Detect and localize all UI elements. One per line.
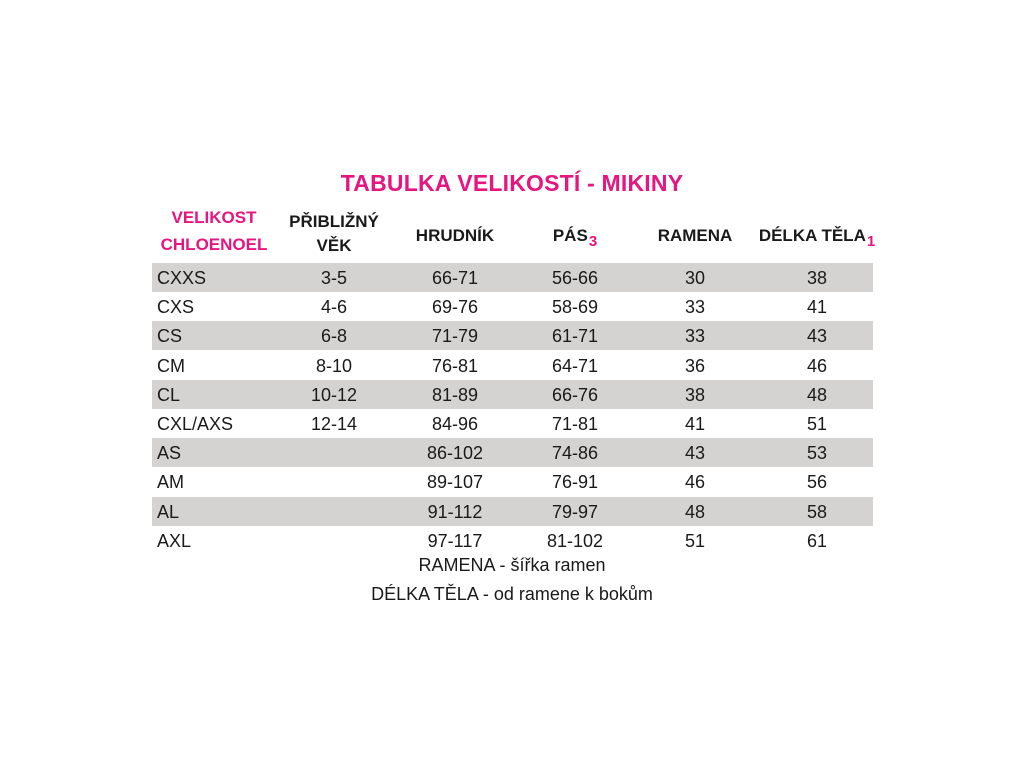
cell-length: 53 bbox=[806, 443, 828, 464]
cell-age: 10-12 bbox=[310, 384, 358, 405]
table-row bbox=[152, 438, 873, 467]
cell-size: CM bbox=[157, 355, 185, 376]
cell-length: 56 bbox=[806, 472, 828, 493]
cell-age: 4-6 bbox=[320, 297, 347, 318]
cell-shoulders: 33 bbox=[684, 297, 706, 318]
cell-age: 3-5 bbox=[320, 268, 347, 288]
cell-size: CS bbox=[157, 326, 183, 347]
cell-shoulders: 43 bbox=[684, 443, 706, 464]
cell-waist: 64-71 bbox=[551, 355, 599, 376]
header-age-line1: PŘIBLIŽNÝ bbox=[289, 212, 379, 231]
table-row bbox=[152, 497, 873, 526]
table-row bbox=[152, 321, 873, 350]
cell-waist: 74-86 bbox=[551, 443, 599, 464]
cell-shoulders: 38 bbox=[684, 384, 706, 405]
header-body-length-footnote: 1 bbox=[866, 233, 876, 250]
header-shoulders: RAMENA bbox=[657, 226, 733, 245]
cell-length: 46 bbox=[806, 355, 828, 376]
cell-size: AL bbox=[157, 501, 180, 522]
cell-length: 51 bbox=[806, 414, 828, 434]
table-row bbox=[152, 351, 873, 380]
cell-chest: 69-76 bbox=[431, 297, 479, 318]
cell-waist: 56-66 bbox=[551, 268, 599, 288]
cell-size: CL bbox=[157, 384, 181, 405]
header-waist-footnote: 3 bbox=[588, 233, 598, 250]
cell-shoulders: 36 bbox=[684, 355, 706, 376]
cell-waist: 76-91 bbox=[551, 472, 599, 493]
cell-size: AS bbox=[157, 443, 182, 464]
table-row bbox=[152, 467, 873, 496]
cell-chest: 91-112 bbox=[427, 501, 483, 522]
page-title: TABULKA VELIKOSTÍ - MIKINY bbox=[340, 170, 684, 196]
cell-shoulders: 41 bbox=[684, 414, 706, 434]
cell-length: 58 bbox=[806, 501, 828, 522]
note-body-length: DÉLKA TĚLA - od ramene k bokům bbox=[371, 584, 653, 604]
cell-size: CXS bbox=[157, 297, 195, 318]
cell-waist: 81-102 bbox=[546, 530, 604, 551]
header-size-line2: CHLOENOEL bbox=[160, 235, 268, 254]
header-age-line2: VĚK bbox=[316, 236, 352, 255]
cell-waist: 61-71 bbox=[551, 326, 599, 347]
cell-length: 48 bbox=[806, 384, 828, 405]
cell-chest: 97-117 bbox=[427, 530, 483, 551]
cell-waist: 79-97 bbox=[551, 501, 599, 522]
table-row bbox=[152, 263, 873, 292]
cell-chest: 76-81 bbox=[431, 355, 479, 376]
header-size bbox=[152, 204, 276, 258]
cell-length: 41 bbox=[806, 297, 828, 318]
cell-shoulders: 46 bbox=[684, 472, 706, 493]
header-age bbox=[278, 210, 390, 258]
table-row bbox=[152, 409, 873, 438]
cell-chest: 71-79 bbox=[431, 326, 479, 347]
cell-age: 8-10 bbox=[315, 355, 353, 376]
cell-size: AXL bbox=[157, 530, 192, 551]
header-waist bbox=[520, 226, 630, 250]
table-row bbox=[152, 380, 873, 409]
cell-chest: 89-107 bbox=[426, 472, 484, 493]
cell-length: 38 bbox=[806, 268, 828, 288]
cell-age: 6-8 bbox=[320, 326, 347, 347]
cell-shoulders: 48 bbox=[684, 501, 706, 522]
cell-length: 61 bbox=[806, 530, 828, 551]
header-size-line1: VELIKOST bbox=[171, 208, 257, 227]
cell-chest: 66-71 bbox=[431, 268, 479, 288]
cell-waist: 66-76 bbox=[551, 384, 599, 405]
cell-size: CXL/AXS bbox=[157, 414, 234, 434]
cell-chest: 86-102 bbox=[426, 443, 484, 464]
cell-age: 12-14 bbox=[310, 414, 358, 434]
cell-chest: 81-89 bbox=[431, 384, 479, 405]
table-row bbox=[152, 292, 873, 321]
cell-waist: 58-69 bbox=[551, 297, 599, 318]
cell-size: CXXS bbox=[157, 268, 207, 288]
header-body-length-label: DÉLKA TĚLA bbox=[758, 226, 866, 245]
note-shoulders: RAMENA - šířka ramen bbox=[418, 555, 606, 575]
cell-chest: 84-96 bbox=[431, 414, 479, 434]
cell-shoulders: 33 bbox=[684, 326, 706, 347]
header-chest: HRUDNÍK bbox=[415, 226, 495, 245]
table-row bbox=[152, 526, 873, 555]
header-body-length bbox=[752, 226, 882, 250]
cell-length: 43 bbox=[806, 326, 828, 347]
cell-waist: 71-81 bbox=[551, 414, 599, 434]
header-waist-label: PÁS bbox=[552, 226, 588, 245]
cell-size: AM bbox=[157, 472, 184, 493]
cell-shoulders: 30 bbox=[684, 268, 706, 288]
cell-shoulders: 51 bbox=[684, 530, 706, 551]
